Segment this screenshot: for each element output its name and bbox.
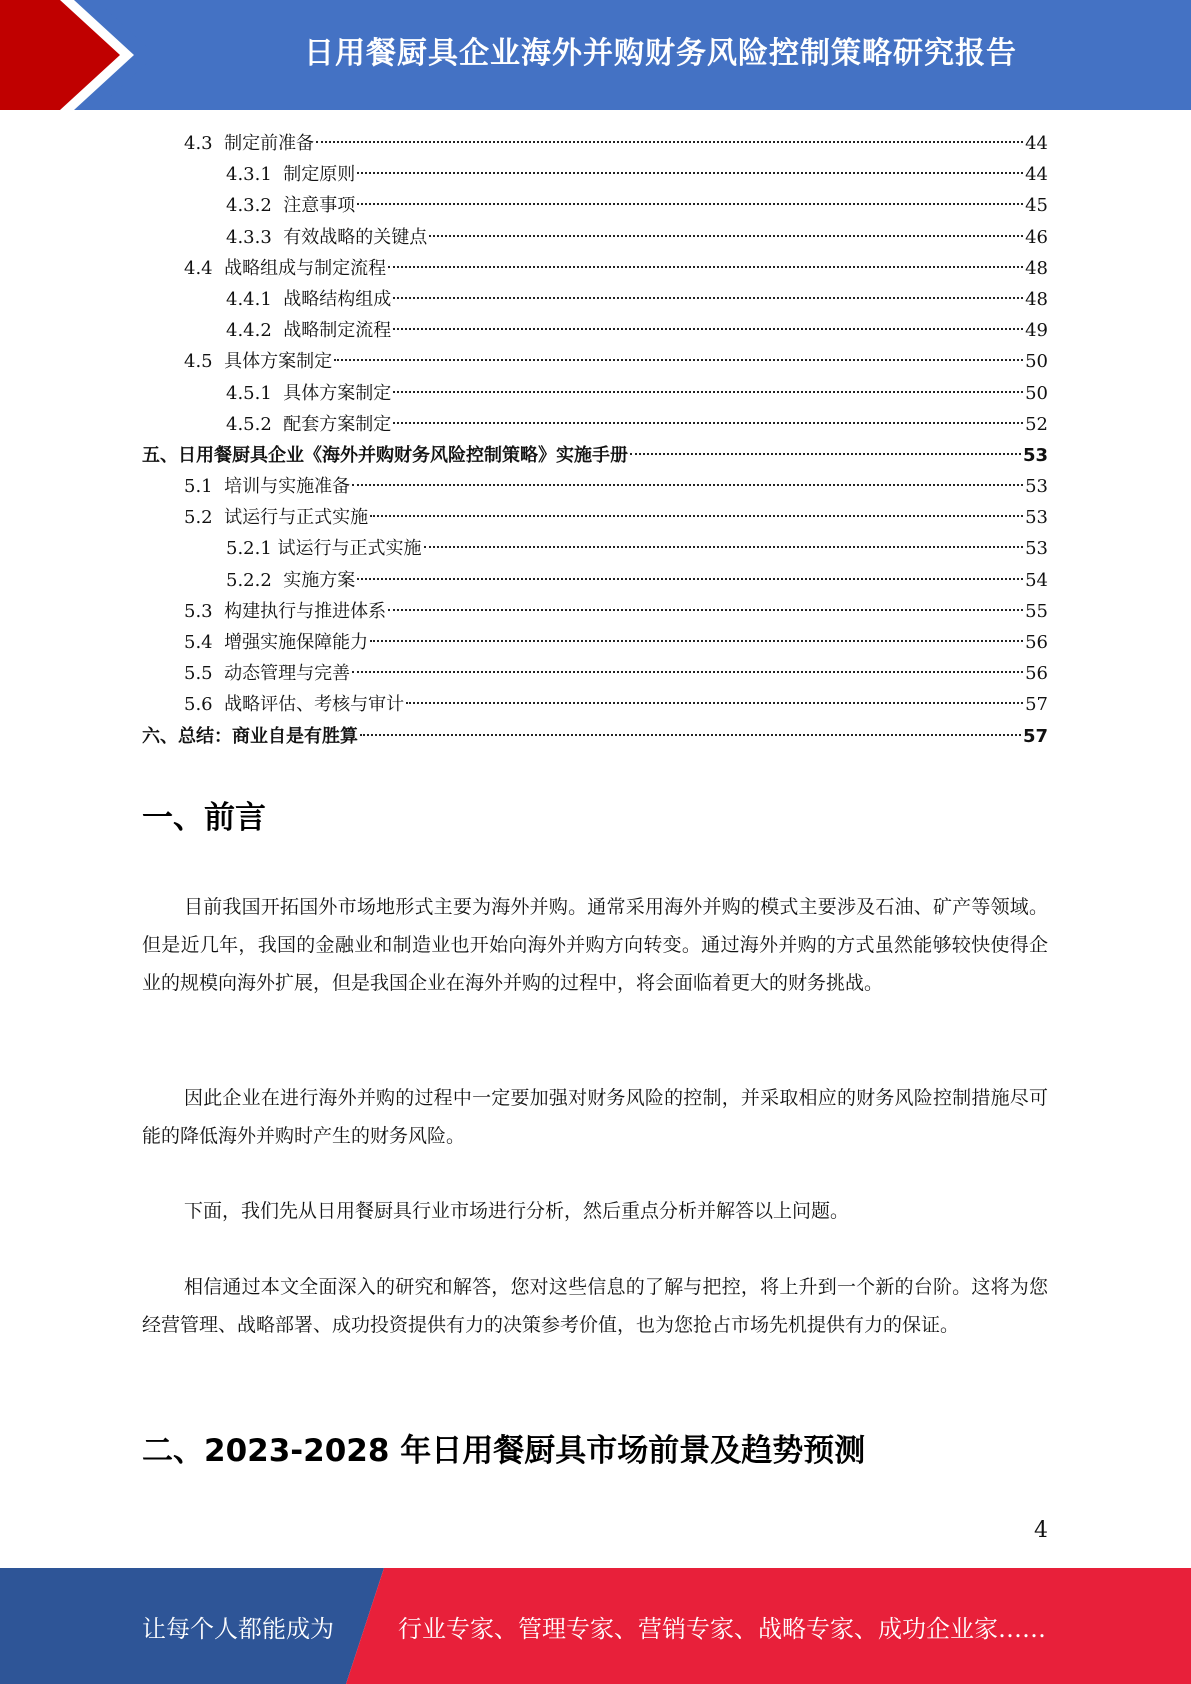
toc-entry[interactable]	[142, 222, 1048, 253]
toc-entry[interactable]	[142, 346, 1048, 377]
toc-entry[interactable]	[142, 565, 1048, 596]
toc-entry-title: 构建执行与推进体系	[224, 600, 387, 622]
toc-entry[interactable]	[142, 253, 1048, 284]
toc-entry[interactable]	[142, 284, 1048, 315]
toc-entry[interactable]	[142, 721, 1048, 752]
toc-entry-number: 4.3	[184, 133, 225, 154]
report-title: 日用餐厨具企业海外并购财务风险控制策略研究报告	[304, 36, 1017, 71]
toc-dot-leader	[630, 453, 1021, 455]
toc-entry-page: 53	[1025, 507, 1048, 529]
toc-entry-page: 48	[1025, 288, 1048, 310]
toc-entry-page: 45	[1025, 195, 1048, 217]
toc-entry[interactable]	[142, 627, 1048, 658]
toc-dot-leader	[360, 734, 1021, 736]
toc-entry-title: 战略制定流程	[283, 320, 392, 342]
toc-dot-leader	[393, 297, 1023, 299]
toc-entry[interactable]	[142, 440, 1048, 471]
toc-entry-number: 4.5.2	[226, 413, 284, 435]
toc-entry-page: 56	[1025, 632, 1048, 653]
toc-entry-title: 配套方案制定	[283, 413, 392, 435]
toc-dot-leader	[406, 702, 1023, 704]
toc-entry-page: 44	[1025, 164, 1048, 186]
toc-entry[interactable]	[142, 378, 1048, 409]
table-of-contents	[142, 128, 1048, 752]
toc-dot-leader	[352, 484, 1023, 486]
toc-entry-title: 战略组成与制定流程	[224, 257, 387, 279]
toc-entry-title: 有效战略的关键点	[283, 226, 428, 248]
toc-entry[interactable]	[142, 471, 1048, 502]
toc-entry-title: 动态管理与完善	[224, 663, 351, 685]
toc-entry-number: 4.5	[184, 351, 225, 373]
page-header	[0, 0, 1191, 110]
toc-entry-number: 5.2	[184, 507, 225, 529]
toc-entry-title: 制定原则	[283, 164, 356, 186]
page-footer	[0, 1568, 1191, 1684]
toc-entry-number: 5.3	[184, 600, 225, 622]
toc-entry-title: 制定前准备	[224, 133, 315, 154]
toc-entry-page: 54	[1025, 569, 1048, 591]
toc-entry[interactable]	[142, 159, 1048, 190]
toc-entry-page: 57	[1025, 694, 1048, 716]
toc-entry-title: 增强实施保障能力	[224, 632, 369, 653]
toc-dot-leader	[388, 609, 1023, 611]
toc-entry-title: 注意事项	[283, 195, 356, 217]
toc-entry-number: 5.5	[184, 663, 225, 685]
toc-entry-number: 5.2.2	[226, 569, 284, 591]
toc-entry-page: 57	[1022, 725, 1048, 747]
toc-entry[interactable]	[142, 596, 1048, 627]
toc-dot-leader	[316, 141, 1023, 143]
paragraph: 因此企业在进行海外并购的过程中一定要加强对财务风险的控制，并采取相应的财务风险控制措施尽可能的降低海外并购时产生的财务风险。	[142, 1087, 1048, 1147]
toc-dot-leader	[370, 640, 1023, 642]
section-heading-market-outlook: 二、2023-2028 年日用餐厨具市场前景及趋势预测	[142, 1433, 866, 1469]
toc-entry-title: 试运行与正式实施	[277, 538, 422, 560]
toc-entry[interactable]	[142, 658, 1048, 689]
toc-entry[interactable]	[142, 315, 1048, 346]
toc-entry-title: 实施方案	[283, 569, 356, 591]
toc-entry-page: 50	[1025, 382, 1048, 404]
toc-entry-page: 48	[1025, 257, 1048, 279]
toc-dot-leader	[352, 671, 1023, 673]
toc-entry-title: 六、总结：商业自是有胜算	[142, 725, 358, 747]
toc-entry-page: 52	[1025, 413, 1048, 435]
toc-entry[interactable]	[142, 190, 1048, 221]
toc-dot-leader	[424, 546, 1024, 548]
toc-entry-title: 五、日用餐厨具企业《海外并购财务风险控制策略》实施手册	[142, 444, 628, 466]
toc-entry-number: 4.4	[184, 257, 225, 279]
toc-dot-leader	[429, 235, 1023, 237]
paragraph: 目前我国开拓国外市场地形式主要为海外并购。通常采用海外并购的模式主要涉及石油、矿产等领域。但是近几年，我国的金融业和制造业也开始向海外并购方向转变。通过海外并购的方式虽然能够较快使得企业的规模向海外扩展，但是我国企业在海外并购的过程中，将会面临着更大的财务挑战。	[142, 896, 1048, 994]
toc-entry-title: 试运行与正式实施	[224, 507, 369, 529]
toc-entry[interactable]	[142, 128, 1048, 159]
toc-dot-leader	[393, 328, 1023, 330]
toc-entry-number: 4.3.2	[226, 195, 284, 217]
toc-entry-number: 4.3.3	[226, 226, 284, 248]
page-number: 4	[1034, 1518, 1048, 1543]
toc-entry-number: 5.6	[184, 694, 225, 716]
toc-dot-leader	[393, 391, 1023, 393]
footer-slogan-left: 让每个人都能成为	[142, 1614, 334, 1643]
toc-entry-title: 战略评估、考核与审计	[224, 694, 405, 716]
toc-entry-page: 44	[1025, 133, 1048, 154]
toc-entry-page: 53	[1022, 444, 1048, 466]
paragraph: 相信通过本文全面深入的研究和解答，您对这些信息的了解与把控，将上升到一个新的台阶。这将为您经营管理、战略部署、成功投资提供有力的决策参考价值，也为您抢占市场先机提供有力的保证。	[142, 1276, 1048, 1336]
toc-dot-leader	[357, 203, 1023, 205]
toc-entry-title: 战略结构组成	[283, 288, 392, 310]
toc-entry[interactable]	[142, 689, 1048, 720]
footer-slogan-right: 行业专家、管理专家、营销专家、战略专家、成功企业家……	[398, 1614, 1046, 1643]
toc-dot-leader	[357, 172, 1023, 174]
toc-entry-page: 50	[1025, 351, 1048, 373]
toc-entry[interactable]	[142, 533, 1048, 564]
section-heading-preface: 一、前言	[142, 800, 266, 836]
toc-dot-leader	[393, 422, 1023, 424]
toc-entry-number: 4.5.1	[226, 382, 284, 404]
toc-entry-page: 49	[1025, 320, 1048, 342]
toc-entry-page: 55	[1025, 600, 1048, 622]
toc-entry-title: 培训与实施准备	[224, 476, 351, 498]
toc-entry-number: 4.4.2	[226, 320, 284, 342]
toc-entry-page: 53	[1025, 538, 1048, 560]
toc-entry-title: 具体方案制定	[224, 351, 333, 373]
toc-dot-leader	[334, 359, 1023, 361]
toc-dot-leader	[388, 266, 1023, 268]
toc-entry-page: 56	[1025, 663, 1048, 685]
toc-entry-number: 5.4	[184, 632, 225, 653]
toc-entry-number: 5.2.1	[226, 538, 278, 560]
toc-entry-page: 46	[1025, 226, 1048, 248]
toc-entry-title: 具体方案制定	[283, 382, 392, 404]
paragraph: 下面，我们先从日用餐厨具行业市场进行分析，然后重点分析并解答以上问题。	[184, 1200, 850, 1222]
toc-dot-leader	[370, 515, 1023, 517]
toc-entry-number: 5.1	[184, 476, 225, 498]
toc-dot-leader	[357, 578, 1023, 580]
toc-entry[interactable]	[142, 409, 1048, 440]
toc-entry[interactable]	[142, 502, 1048, 533]
toc-entry-number: 4.3.1	[226, 164, 284, 186]
toc-entry-number: 4.4.1	[226, 288, 284, 310]
toc-entry-page: 53	[1025, 476, 1048, 498]
